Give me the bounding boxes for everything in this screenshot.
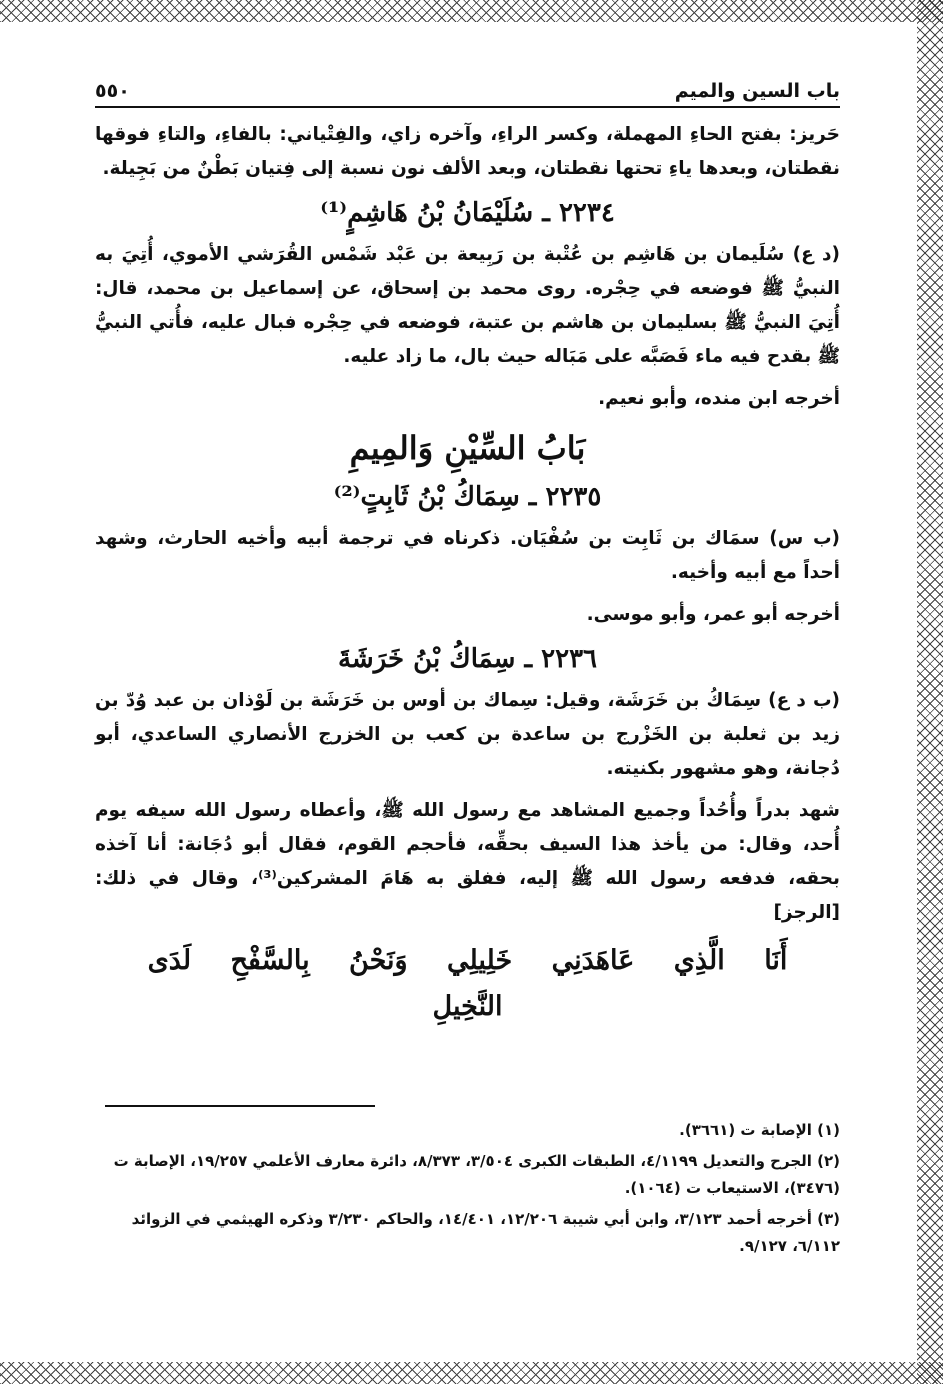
section-title: بَابُ السِّيْنِ وَالمِيمِ — [349, 429, 586, 467]
paragraph-sulayman-source: أخرجه ابن منده، وأبو نعيم. — [598, 388, 840, 409]
entry-title-2235: ٢٢٣٥ ـ سِمَاكُ بْنُ ثَابِتٍ⁽²⁾ — [333, 482, 602, 512]
footnote-1: (١) الإصابة ت (٣٦٦١). — [679, 1121, 840, 1139]
decorative-border-right — [917, 0, 943, 1384]
footnotes — [95, 1105, 840, 1264]
paragraph-simak-thabit: (ب س) سمَاك بن ثَابِت بن سُفْيَان. ذكرناه في ترجمة أبيه وأخيه الحارث، وشهد أحداً مع أبيه وأخيه. — [95, 528, 840, 583]
entry-title-2234: ٢٢٣٤ ـ سُلَيْمَانُ بْنُ هَاشِمٍ⁽¹⁾ — [320, 198, 615, 228]
paragraph-simak-thabit-source: أخرجه أبو عمر، وأبو موسى. — [586, 604, 840, 625]
page-number: ٥٥٠ — [95, 80, 130, 102]
paragraph-sulayman: (د ع) سُلَيمان بن هَاشِم بن عُتْبة بن رَبِيعة بن عَبْد شَمْس القُرَشي الأموي، أُتِيَ به النبيُّ ﷺ فوضعه في حِجْره. روى محمد بن إسحاق، عن إسماعيل بن محمد، قال: أُتِيَ النبيُّ ﷺ بسليمان بن هاشم بن عتبة، فوضعه في حِجْره فبال عليه، فأُتي النبيُّ ﷺ بقدح فيه ماء فَصَبَّه على مَبَاله حيث بال، ما زاد عليه. — [95, 244, 840, 367]
running-header — [95, 80, 840, 108]
decorative-border-top — [0, 0, 943, 22]
footnote-divider — [105, 1105, 375, 1107]
footnote-2: (٢) الجرح والتعديل ٤/١١٩٩، الطبقات الكبرى ٣/٥٠٤، ٨/٣٧٣، دائرة معارف الأعلمي ١٩/٢٥٧، الإصابة ت (٣٤٧٦)، الاستيعاب ت (١٠٦٤). — [113, 1152, 840, 1197]
page-body — [95, 80, 840, 1030]
paragraph-hariz: حَريز: بفتح الحاءِ المهملة، وكسر الراءِ، وآخره زاي، والفِتْياني: بالفاءِ، والتاءِ فوقها نقطتان، وبعدها ياءِ تحتها نقطتان، وبعد الألف نون نسبة إلى فِتيان بَطْنٌ من بَجِيلة. — [95, 124, 840, 179]
paragraph-simak-kharasha: (ب د ع) سِمَاكُ بن خَرَشَة، وقيل: سِماك بن أوس بن خَرَشَة بن لَوْذان بن عبد وُدّ بن زيد بن ثعلبة بن الخَزْرج بن ساعدة بن كعب بن الخزرج الأنصاري الساعدي، أبو دُجانة، وهو مشهور بكنيته. — [95, 690, 840, 779]
poem-verse: أَنَا الَّذِي عَاهَدَنِي خَلِيلِي وَنَحْنُ بِالسَّفْحِ لَدَى النَّخِيلِ — [147, 945, 788, 1022]
paragraph-abu-dujana: شهد بدراً وأُحُداً وجميع المشاهد مع رسول الله ﷺ، وأعطاه رسول الله سيفه يوم أُحد، وقال: من يأخذ هذا السيف بحقِّه، فأحجم القوم، فقال أبو دُجَانة: أنا آخذه بحقه، فدفعه رسول الله ﷺ إليه، ففلق به هَامَ المشركين⁽³⁾، وقال في ذلك: [الرجز] — [95, 800, 840, 923]
entry-title-2236: ٢٢٣٦ ـ سِمَاكُ بْنُ خَرَشَةَ — [337, 644, 598, 674]
decorative-border-bottom — [0, 1362, 943, 1384]
header-title: باب السين والميم — [674, 80, 840, 102]
footnote-3: (٣) أخرجه أحمد ٣/١٢٣، وابن أبي شيبة ١٢/٢٠٦، ١٤/٤٠١، والحاكم ٣/٢٣٠ وذكره الهيثمي في الزوائد ٦/١١٢، ٩/١٢٧. — [131, 1210, 840, 1255]
